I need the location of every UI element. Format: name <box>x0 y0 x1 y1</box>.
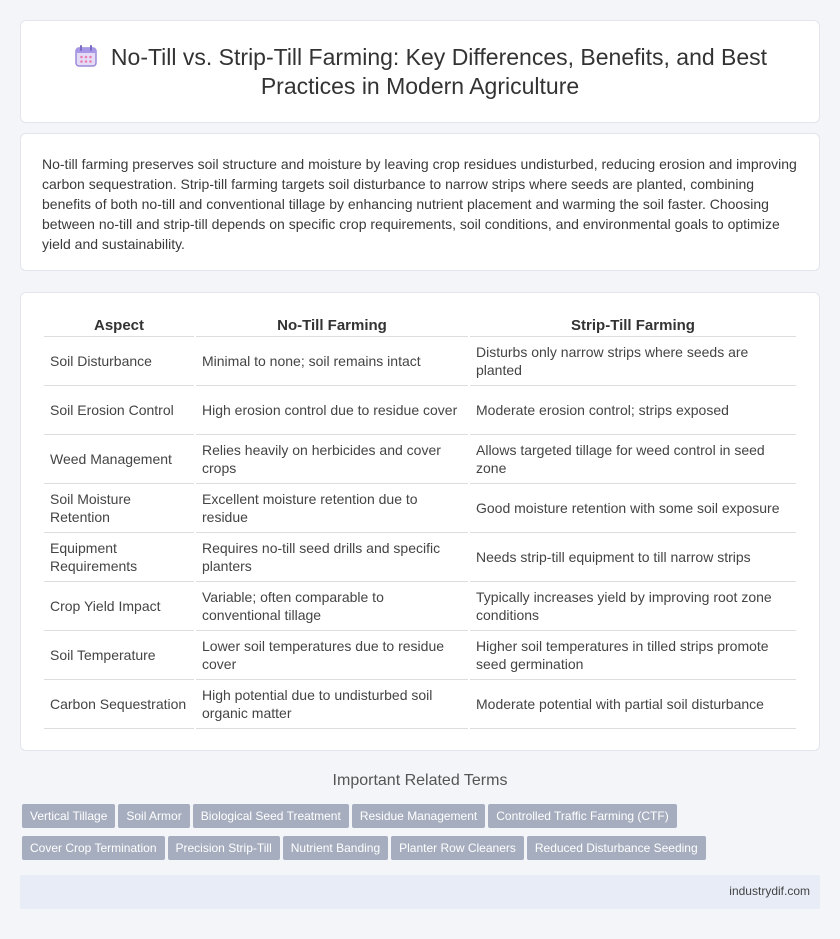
cell-strip-till: Disturbs only narrow strips where seeds are planted <box>470 337 796 386</box>
cell-no-till: High erosion control due to residue cover <box>196 386 468 435</box>
cell-strip-till: Needs strip-till equipment to till narrow strips <box>470 533 796 582</box>
comparison-table-card <box>20 292 820 751</box>
cell-strip-till: Good moisture retention with some soil exposure <box>470 484 796 533</box>
cell-strip-till: Higher soil temperatures in tilled strips promote seed germination <box>470 631 796 680</box>
cell-no-till: Relies heavily on herbicides and cover crops <box>196 435 468 484</box>
table-row <box>44 386 796 435</box>
cell-no-till: Lower soil temperatures due to residue cover <box>196 631 468 680</box>
cell-strip-till: Allows targeted tillage for weed control in seed zone <box>470 435 796 484</box>
page-title <box>51 43 789 101</box>
cell-strip-till: Moderate erosion control; strips exposed <box>470 386 796 435</box>
cell-aspect: Carbon Sequestration <box>44 680 194 729</box>
term-tag[interactable]: Planter Row Cleaners <box>391 836 524 860</box>
table-row <box>44 631 796 680</box>
comparison-table <box>42 307 798 729</box>
related-terms-list <box>22 804 822 868</box>
intro-card <box>20 133 820 271</box>
page-title-text: No-Till vs. Strip-Till Farming: Key Differences, Benefits, and Best Practices in Modern Agriculture <box>110 44 768 99</box>
cell-no-till: High potential due to undisturbed soil organic matter <box>196 680 468 729</box>
footer-site-link[interactable]: industrydif.com <box>729 884 810 898</box>
cell-strip-till: Typically increases yield by improving root zone conditions <box>470 582 796 631</box>
cell-aspect: Soil Erosion Control <box>44 386 194 435</box>
term-tag[interactable]: Nutrient Banding <box>283 836 388 860</box>
table-row <box>44 435 796 484</box>
cell-no-till: Requires no-till seed drills and specific planters <box>196 533 468 582</box>
term-tag[interactable]: Controlled Traffic Farming (CTF) <box>488 804 676 828</box>
term-tag[interactable]: Biological Seed Treatment <box>193 804 349 828</box>
cell-aspect: Soil Temperature <box>44 631 194 680</box>
table-row <box>44 533 796 582</box>
intro-paragraph: No-till farming preserves soil structure and moisture by leaving crop residues undisturbed, reducing erosion and improving carbon sequestration. Strip-till farming targets soil disturbance to narrow strips where seeds are planted, combining benefits of both no-till and conventional tillage by enhancing nutrient placement and warming the soil faster. Choosing between no-till and strip-till depends on specific crop requirements, soil conditions, and environmental goals to optimize yield and sustainability. <box>42 156 797 252</box>
term-tag[interactable]: Residue Management <box>352 804 485 828</box>
cell-aspect: Equipment Requirements <box>44 533 194 582</box>
cell-strip-till: Moderate potential with partial soil disturbance <box>470 680 796 729</box>
related-terms-heading: Important Related Terms <box>332 772 508 789</box>
term-tag[interactable]: Cover Crop Termination <box>22 836 165 860</box>
header-strip-till: Strip-Till Farming <box>470 307 796 337</box>
table-row <box>44 582 796 631</box>
calendar-icon <box>73 43 99 69</box>
cell-aspect: Weed Management <box>44 435 194 484</box>
cell-no-till: Variable; often comparable to conventional tillage <box>196 582 468 631</box>
cell-aspect: Crop Yield Impact <box>44 582 194 631</box>
table-row <box>44 337 796 386</box>
table-row <box>44 484 796 533</box>
term-tag[interactable]: Vertical Tillage <box>22 804 115 828</box>
footer-bar <box>20 875 820 909</box>
cell-no-till: Minimal to none; soil remains intact <box>196 337 468 386</box>
header-no-till: No-Till Farming <box>196 307 468 337</box>
cell-aspect: Soil Disturbance <box>44 337 194 386</box>
table-header-row <box>44 307 796 337</box>
header-aspect: Aspect <box>44 307 194 337</box>
cell-aspect: Soil Moisture Retention <box>44 484 194 533</box>
term-tag[interactable]: Reduced Disturbance Seeding <box>527 836 706 860</box>
table-row <box>44 680 796 729</box>
term-tag[interactable]: Precision Strip-Till <box>168 836 280 860</box>
title-card <box>20 20 820 123</box>
cell-no-till: Excellent moisture retention due to residue <box>196 484 468 533</box>
term-tag[interactable]: Soil Armor <box>118 804 189 828</box>
